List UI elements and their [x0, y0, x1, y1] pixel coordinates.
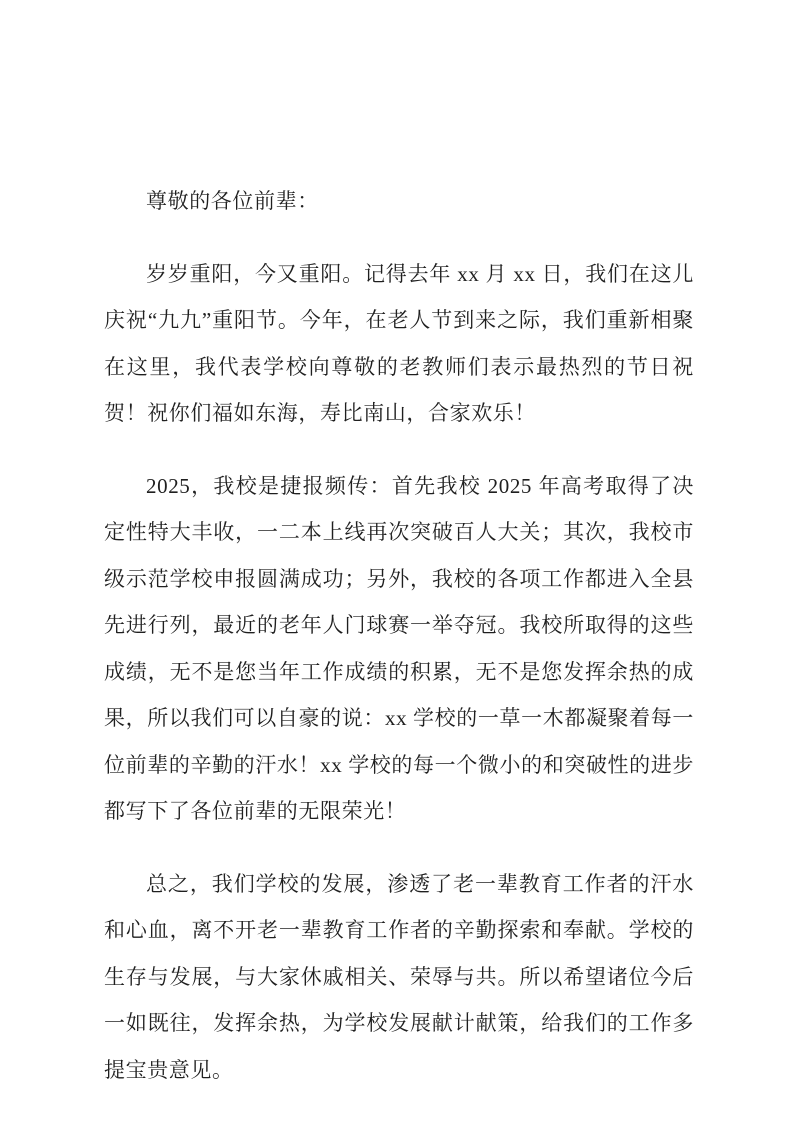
paragraph-school-achievements: 2025，我校是捷报频传：首先我校 2025 年高考取得了决定性特大丰收，一二本上线再次突破百人大关；其次，我校市级示范学校申报圆满成功；另外，我校的各项工作都进入全县先进行列，最近的老年人门球赛一举夺冠。我校所取得的这些成绩，无不是您当年工作成绩的积累，无不是您发挥余热的成果，所以我们可以自豪的说：xx 学校的一草一木都凝聚着每一位前辈的辛勤的汗水！xx 学校的每一个微小的和突破性的进步都写下了各位前辈的无限荣光！	[104, 473, 694, 823]
paragraph-festival-greeting: 岁岁重阳，今又重阳。记得去年 xx 月 xx 日，我们在这儿庆祝“九九”重阳节。今年，在老人节到来之际，我们重新相聚在这里，我代表学校向尊敬的老教师们表示最热烈的节日祝贺！祝你们福如东海，寿比南山，合家欢乐！	[104, 261, 694, 425]
paragraph-conclusion: 总之，我们学校的发展，渗透了老一辈教育工作者的汗水和心血，离不开老一辈教育工作者的辛勤探索和奉献。学校的生存与发展，与大家休戚相关、荣辱与共。所以希望诸位今后一如既往，发挥余热，为学校发展献计献策，给我们的工作多提宝贵意见。	[104, 871, 694, 1082]
salutation-line: 尊敬的各位前辈：	[146, 189, 319, 213]
document-body	[104, 178, 694, 1093]
